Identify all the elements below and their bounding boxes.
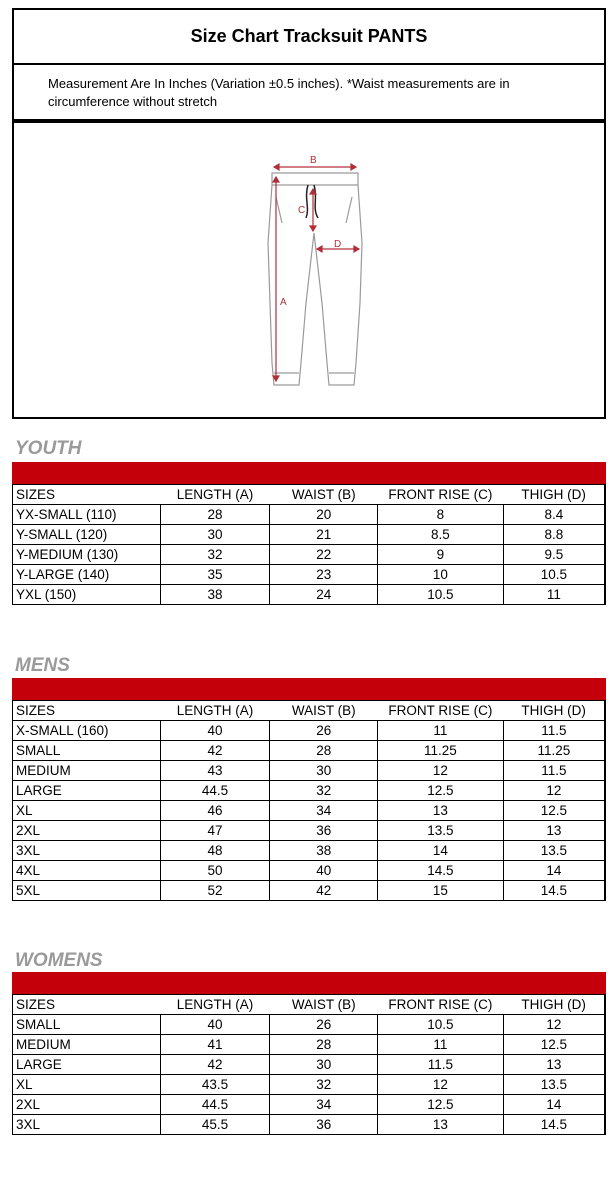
size-cell: Y-MEDIUM (130) — [13, 545, 161, 565]
diagram-label-a: A — [280, 297, 287, 308]
table-row — [13, 525, 606, 545]
measurement-cell: 11.25 — [503, 741, 605, 761]
measurement-cell: 12.5 — [503, 801, 605, 821]
column-header: THIGH (D) — [503, 995, 605, 1015]
column-header: SIZES — [13, 995, 161, 1015]
measurement-cell: 13.5 — [503, 841, 605, 861]
measurement-cell: 12 — [503, 1015, 605, 1035]
measurement-cell: 12 — [503, 781, 605, 801]
column-header: WAIST (B) — [270, 995, 378, 1015]
measurement-cell: 13 — [378, 801, 504, 821]
size-cell: X-SMALL (160) — [13, 721, 161, 741]
size-cell: MEDIUM — [13, 761, 161, 781]
measurement-cell: 11 — [378, 721, 504, 741]
size-cell: XL — [13, 1075, 161, 1095]
measurement-cell: 10 — [378, 565, 504, 585]
measurement-cell: 30 — [270, 1055, 378, 1075]
size-cell: YXL (150) — [13, 585, 161, 605]
measurement-cell: 13 — [378, 1115, 504, 1135]
measurement-cell: 12.5 — [503, 1035, 605, 1055]
measurement-cell: 50 — [160, 861, 270, 881]
size-cell: LARGE — [13, 781, 161, 801]
page-title: Size Chart Tracksuit PANTS — [190, 26, 428, 46]
column-header: LENGTH (A) — [160, 485, 270, 505]
measurement-cell: 43 — [160, 761, 270, 781]
table-row — [13, 741, 606, 761]
table-row — [13, 841, 606, 861]
measurement-cell: 30 — [160, 525, 270, 545]
measurement-cell: 26 — [270, 1015, 378, 1035]
measurement-cell: 8 — [378, 505, 504, 525]
measurement-cell: 44.5 — [160, 781, 270, 801]
mens-size-table — [12, 700, 606, 901]
size-cell: 3XL — [13, 1115, 161, 1135]
size-cell: XL — [13, 801, 161, 821]
measurement-cell: 14.5 — [378, 861, 504, 881]
size-cell: Y-SMALL (120) — [13, 525, 161, 545]
measurement-cell: 9 — [378, 545, 504, 565]
section-label-youth: YOUTH — [15, 438, 82, 459]
section-divider-bar — [12, 462, 606, 484]
measurement-cell: 13 — [503, 1055, 605, 1075]
table-row — [13, 1115, 606, 1135]
measurement-cell: 32 — [270, 1075, 378, 1095]
measurement-cell: 10.5 — [378, 1015, 504, 1035]
table-row — [13, 545, 606, 565]
measurement-cell: 45.5 — [160, 1115, 270, 1135]
measurement-cell: 8.8 — [503, 525, 605, 545]
column-header: LENGTH (A) — [160, 701, 270, 721]
measurement-cell: 30 — [270, 761, 378, 781]
measurement-cell: 14.5 — [503, 881, 605, 901]
measurement-note: Measurement Are In Inches (Variation ±0.5 inches). *Waist measurements are in circumference without stretch — [12, 63, 606, 121]
measurement-cell: 40 — [270, 861, 378, 881]
measurement-cell: 32 — [270, 781, 378, 801]
size-cell: MEDIUM — [13, 1035, 161, 1055]
measurement-cell: 28 — [160, 505, 270, 525]
table-row — [13, 1095, 606, 1115]
measurement-cell: 23 — [270, 565, 378, 585]
table-row — [13, 761, 606, 781]
measurement-cell: 11.25 — [378, 741, 504, 761]
measurement-cell: 11.5 — [503, 761, 605, 781]
measurement-cell: 43.5 — [160, 1075, 270, 1095]
measurement-cell: 34 — [270, 801, 378, 821]
measurement-cell: 22 — [270, 545, 378, 565]
table-row — [13, 861, 606, 881]
table-row — [13, 585, 606, 605]
measurement-cell: 35 — [160, 565, 270, 585]
size-cell: 3XL — [13, 841, 161, 861]
measurement-cell: 11.5 — [503, 721, 605, 741]
diagram-label-b: B — [310, 155, 317, 166]
measurement-cell: 8.5 — [378, 525, 504, 545]
measurement-cell: 42 — [160, 1055, 270, 1075]
measurement-cell: 41 — [160, 1035, 270, 1055]
measurement-cell: 14.5 — [503, 1115, 605, 1135]
measurement-cell: 21 — [270, 525, 378, 545]
table-row — [13, 1075, 606, 1095]
measurement-cell: 36 — [270, 821, 378, 841]
measurement-cell: 15 — [378, 881, 504, 901]
table-row — [13, 1015, 606, 1035]
table-row — [13, 505, 606, 525]
measurement-cell: 36 — [270, 1115, 378, 1135]
table-row — [13, 781, 606, 801]
size-cell: 2XL — [13, 821, 161, 841]
measurement-cell: 13.5 — [378, 821, 504, 841]
pants-diagram — [14, 123, 604, 417]
column-header: WAIST (B) — [270, 485, 378, 505]
measurement-cell: 12.5 — [378, 1095, 504, 1115]
section-divider-bar — [12, 972, 606, 994]
measurement-cell: 28 — [270, 741, 378, 761]
measurement-cell: 11.5 — [378, 1055, 504, 1075]
measurement-cell: 42 — [160, 741, 270, 761]
size-cell: YX-SMALL (110) — [13, 505, 161, 525]
measurement-cell: 12.5 — [378, 781, 504, 801]
measurement-cell: 44.5 — [160, 1095, 270, 1115]
section-label-womens: WOMENS — [15, 950, 103, 971]
table-row — [13, 1035, 606, 1055]
measurement-cell: 13.5 — [503, 1075, 605, 1095]
diagram-label-d: D — [334, 239, 342, 250]
table-header-row — [13, 995, 606, 1015]
size-cell: LARGE — [13, 1055, 161, 1075]
column-header: THIGH (D) — [503, 485, 605, 505]
measurement-cell: 12 — [378, 761, 504, 781]
measurement-cell: 11 — [378, 1035, 504, 1055]
measurement-cell: 52 — [160, 881, 270, 901]
table-row — [13, 721, 606, 741]
measurement-cell: 47 — [160, 821, 270, 841]
youth-size-table — [12, 484, 606, 605]
measurement-cell: 8.4 — [503, 505, 605, 525]
measurement-cell: 14 — [378, 841, 504, 861]
column-header: LENGTH (A) — [160, 995, 270, 1015]
measurement-cell: 28 — [270, 1035, 378, 1055]
table-header-row — [13, 485, 606, 505]
column-header: SIZES — [13, 701, 161, 721]
size-cell: 2XL — [13, 1095, 161, 1115]
measurement-cell: 9.5 — [503, 545, 605, 565]
table-row — [13, 881, 606, 901]
measurement-cell: 48 — [160, 841, 270, 861]
column-header: FRONT RISE (C) — [378, 485, 504, 505]
measurement-cell: 14 — [503, 1095, 605, 1115]
womens-size-table — [12, 994, 606, 1135]
size-cell: 4XL — [13, 861, 161, 881]
section-label-mens: MENS — [15, 655, 70, 676]
size-cell: SMALL — [13, 1015, 161, 1035]
column-header: FRONT RISE (C) — [378, 701, 504, 721]
measurement-cell: 20 — [270, 505, 378, 525]
measurement-cell: 34 — [270, 1095, 378, 1115]
table-row — [13, 821, 606, 841]
measurement-cell: 11 — [503, 585, 605, 605]
measurement-cell: 40 — [160, 1015, 270, 1035]
measurement-cell: 10.5 — [503, 565, 605, 585]
column-header: THIGH (D) — [503, 701, 605, 721]
size-cell: 5XL — [13, 881, 161, 901]
measurement-cell: 40 — [160, 721, 270, 741]
size-cell: Y-LARGE (140) — [13, 565, 161, 585]
measurement-cell: 46 — [160, 801, 270, 821]
column-header: FRONT RISE (C) — [378, 995, 504, 1015]
pants-diagram-box — [12, 121, 606, 419]
diagram-label-c: C — [298, 205, 306, 216]
measurement-cell: 10.5 — [378, 585, 504, 605]
column-header: SIZES — [13, 485, 161, 505]
table-row — [13, 1055, 606, 1075]
measurement-cell: 12 — [378, 1075, 504, 1095]
measurement-cell: 32 — [160, 545, 270, 565]
table-header-row — [13, 701, 606, 721]
column-header: WAIST (B) — [270, 701, 378, 721]
measurement-cell: 38 — [160, 585, 270, 605]
measurement-cell: 14 — [503, 861, 605, 881]
measurement-cell: 42 — [270, 881, 378, 901]
size-cell: SMALL — [13, 741, 161, 761]
measurement-cell: 13 — [503, 821, 605, 841]
table-row — [13, 565, 606, 585]
measurement-cell: 24 — [270, 585, 378, 605]
measurement-cell: 26 — [270, 721, 378, 741]
table-row — [13, 801, 606, 821]
title-box — [12, 8, 606, 63]
section-divider-bar — [12, 678, 606, 700]
measurement-cell: 38 — [270, 841, 378, 861]
